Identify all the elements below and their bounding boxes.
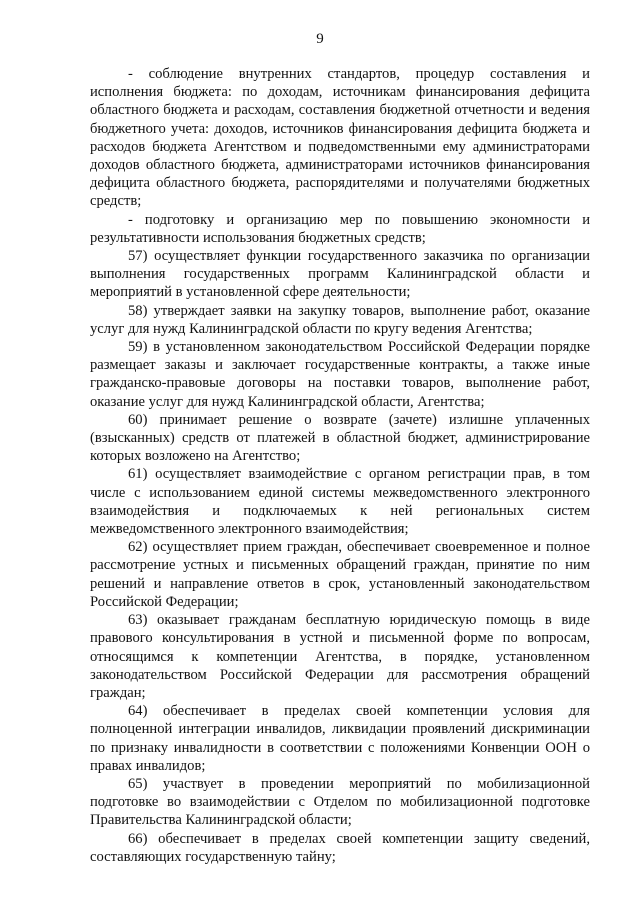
paragraph-budget-efficiency: - подготовку и организацию мер по повышению экономности и результативности использования бюджетных средств; xyxy=(90,211,590,246)
paragraph-budget-standards: - соблюдение внутренних стандартов, процедур составления и исполнения бюджета: по доходам, источникам финансирования дефицита областного бюджета и расходам, составления бюджетной отчетности и ведения бюджетного учета: доходов, источников финансирования дефицита бюджета и расходов бюджета Агентством и подведомственными ему администраторами доходов областного бюджета, администраторами источников финансирования дефицита областного бюджета, распорядителями и получателями бюджетных средств; xyxy=(90,66,590,210)
paragraph-item-57: 57) осуществляет функции государственного заказчика по организации выполнения государственных программ Калининградской области и мероприятий в установленной сфере деятельности; xyxy=(90,248,590,301)
paragraph-item-62: 62) осуществляет прием граждан, обеспечивает своевременное и полное рассмотрение устных и письменных обращений граждан, принятие по ним решений и направление ответов в срок, установленный законодательством Российской Федерации; xyxy=(90,539,590,610)
paragraph-item-66: 66) обеспечивает в пределах своей компетенции защиту сведений, составляющих государственную тайну; xyxy=(90,830,590,865)
document-body xyxy=(90,65,590,866)
paragraph-item-59: 59) в установленном законодательством Российской Федерации порядке размещает заказы и заключает государственные контракты, а также иные гражданско-правовые договоры на поставки товаров, выполнение работ, оказание услуг для нужд Калининградской области, Агентства; xyxy=(90,339,590,410)
paragraph-item-58: 58) утверждает заявки на закупку товаров, выполнение работ, оказание услуг для нужд Калининградской области по кругу ведения Агентства; xyxy=(90,302,590,337)
paragraph-item-63: 63) оказывает гражданам бесплатную юридическую помощь в виде правового консультирования в устной и письменной форме по вопросам, относящимся к компетенции Агентства, в порядке, установленном законодательством Российской Федерации для рассмотрения обращений граждан; xyxy=(90,612,590,701)
page-number: 9 xyxy=(316,31,324,47)
paragraph-item-60: 60) принимает решение о возврате (зачете) излишне уплаченных (взысканных) средств от платежей в областной бюджет, администрирование которых возложено на Агентство; xyxy=(90,411,590,465)
paragraph-item-61: 61) осуществляет взаимодействие с органом регистрации прав, в том числе с использованием единой системы межведомственного электронного взаимодействия и подключаемых к ней региональных систем межведомственного электронного взаимодействия; xyxy=(90,466,590,538)
paragraph-item-65: 65) участвует в проведении мероприятий по мобилизационной подготовке во взаимодействии с Отделом по мобилизационной подготовке Правительства Калининградской области; xyxy=(90,775,590,829)
paragraph-item-64: 64) обеспечивает в пределах своей компетенции условия для полноценной интеграции инвалидов, ликвидации проявлений дискриминации по признаку инвалидности в соответствии с положениями Конвенции ООН о правах инвалидов; xyxy=(90,703,590,774)
